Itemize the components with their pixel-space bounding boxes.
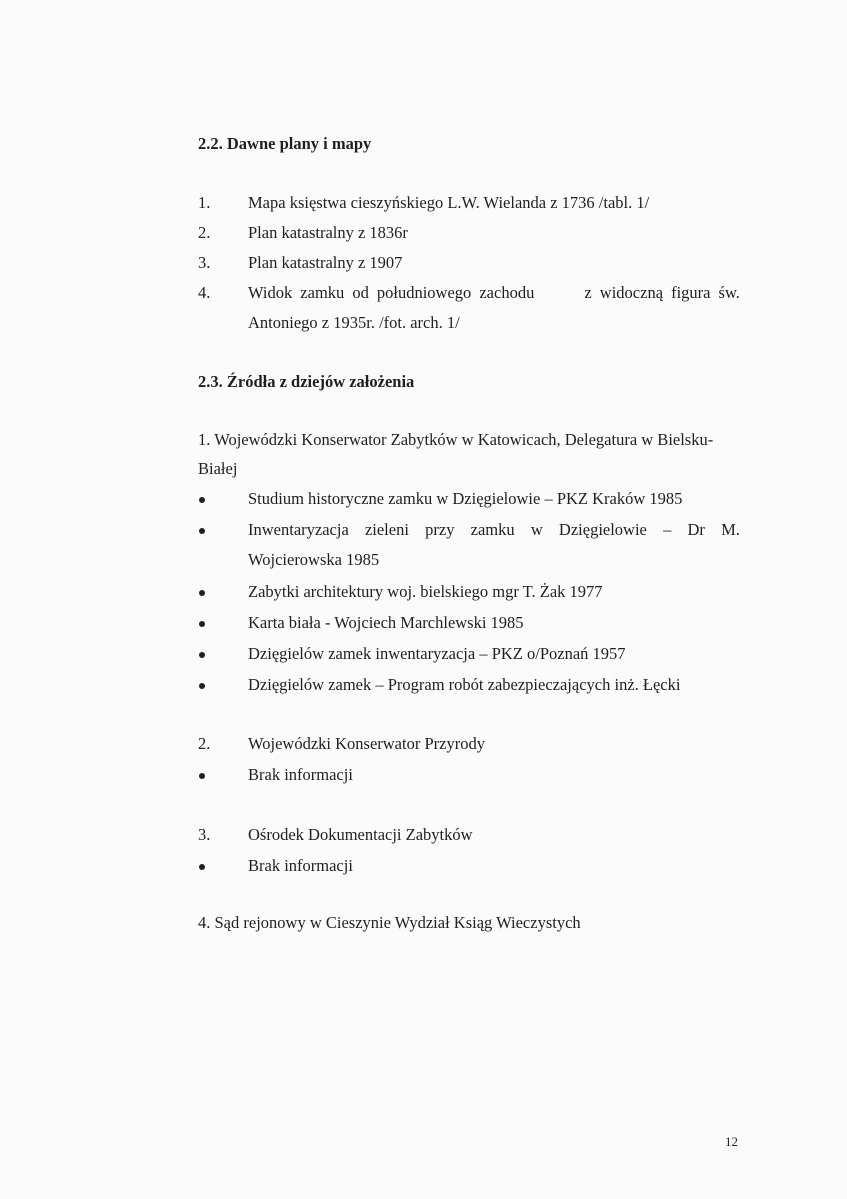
source-3-bullet: Brak informacji (248, 856, 353, 875)
bullet-icon (199, 773, 205, 779)
word: zieleni (364, 520, 409, 539)
source-1-bullet-justified (248, 520, 740, 540)
source-3-title: Ośrodek Dokumentacji Zabytków (248, 825, 473, 844)
source-2-bullet: Brak informacji (248, 765, 353, 784)
list-item-continuation: Antoniego z 1935r. /fot. arch. 1/ (248, 313, 460, 332)
word: Dzięgielowie (558, 520, 647, 539)
bullet-icon (199, 528, 205, 534)
source-2-title: Wojewódzki Konserwator Przyrody (248, 734, 485, 753)
bullet-icon (199, 621, 205, 627)
source-1-bullet: Dzięgielów zamek inwentaryzacja – PKZ o/Poznań 1957 (248, 644, 626, 663)
source-4-title: 4. Sąd rejonowy w Cieszynie Wydział Ksiąg Wieczystych (198, 913, 581, 932)
source-2-number: 2. (198, 734, 211, 753)
word: w (530, 520, 543, 539)
bullet-icon (199, 590, 205, 596)
word: M. (721, 520, 740, 539)
bullet-icon (199, 652, 205, 658)
source-1-bullet: Zabytki architektury woj. bielskiego mgr T. Żak 1977 (248, 582, 603, 601)
source-1-bullet: Karta biała - Wojciech Marchlewski 1985 (248, 613, 524, 632)
word: z (584, 283, 592, 302)
word: zachodu (479, 283, 535, 302)
word: przy (425, 520, 455, 539)
source-1-bullet-continuation: Wojcierowska 1985 (248, 550, 380, 569)
word: zamku (470, 520, 515, 539)
source-1-title-cont: Białej (198, 459, 238, 478)
word: południowego (376, 283, 472, 302)
word: Dr (687, 520, 705, 539)
bullet-icon (199, 864, 205, 870)
list-item-number: 2. (198, 223, 211, 242)
source-1-bullet: Studium historyczne zamku w Dzięgielowie – PKZ Kraków 1985 (248, 489, 683, 508)
word: zamku (300, 283, 345, 302)
word: Inwentaryzacja (248, 520, 349, 539)
list-item-text: Mapa księstwa cieszyńskiego L.W. Wielanda z 1736 /tabl. 1/ (248, 193, 650, 212)
word: od (352, 283, 369, 302)
list-item-text: Plan katastralny z 1836r (248, 223, 408, 242)
list-item-number: 3. (198, 253, 211, 272)
list-item-number: 1. (198, 193, 211, 212)
list-item-number: 4. (198, 283, 211, 302)
source-1-bullet: Dzięgielów zamek – Program robót zabezpieczających inż. Łęcki (248, 675, 681, 694)
list-item-text-justified (248, 283, 740, 303)
section-heading-2-2: 2.2. Dawne plany i mapy (198, 134, 372, 153)
page-number: 12 (725, 1134, 738, 1149)
word: figura (671, 283, 711, 302)
source-1-title: 1. Wojewódzki Konserwator Zabytków w Katowicach, Delegatura w Bielsku- (198, 430, 714, 449)
list-item-text: Plan katastralny z 1907 (248, 253, 403, 272)
word: Widok (248, 283, 293, 302)
word: – (663, 520, 672, 539)
section-heading-2-3: 2.3. Źródła z dziejów założenia (198, 372, 415, 391)
bullet-icon (199, 497, 205, 503)
word: św. (718, 283, 740, 302)
bullet-icon (199, 683, 205, 689)
source-3-number: 3. (198, 825, 211, 844)
word: widoczną (599, 283, 664, 302)
